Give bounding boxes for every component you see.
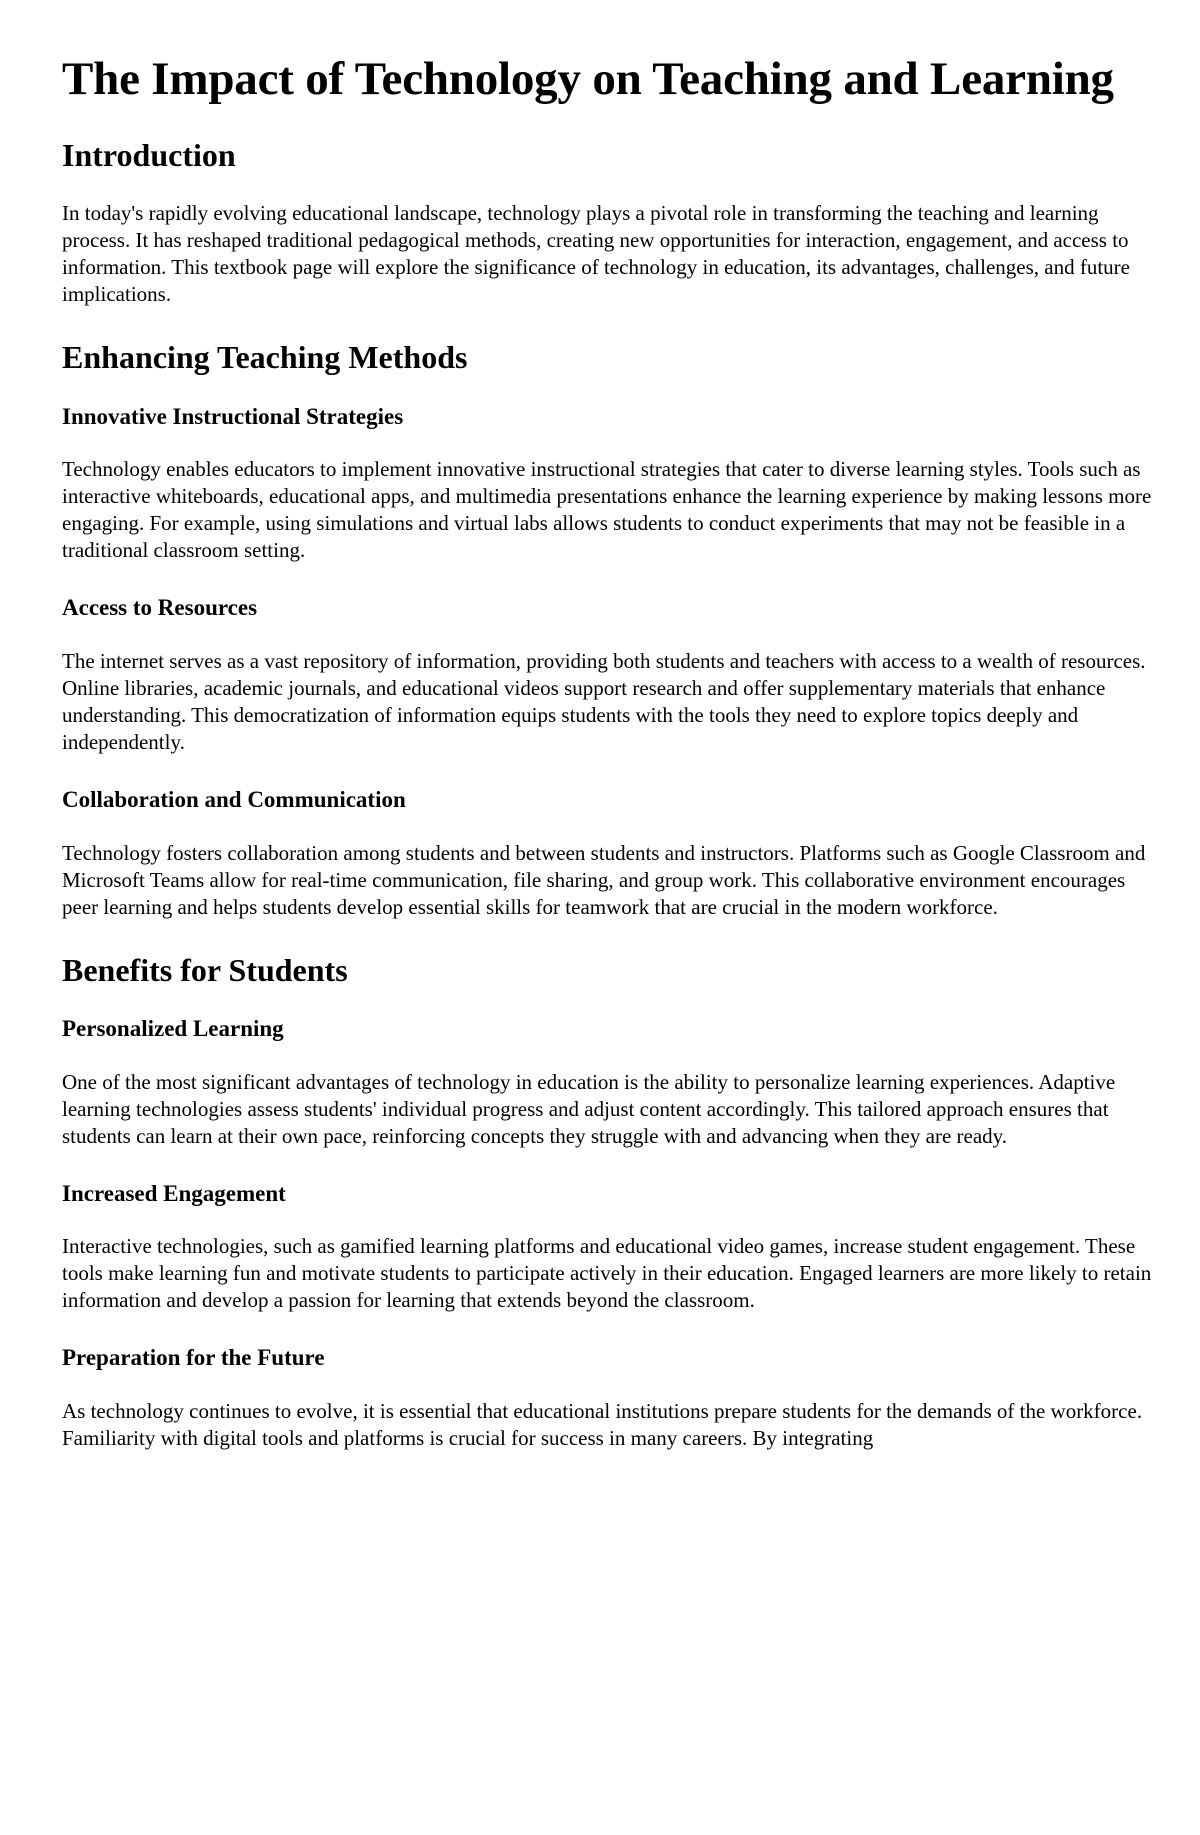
subsection-heading-collaboration: Collaboration and Communication bbox=[62, 787, 406, 813]
paragraph-innovative-strategies: Technology enables educators to implement innovative instructional strategies that cater to diverse learning styles. Tools such as interactive whiteboards, educational apps, and multimedia presentations enhance the learning experience by making lessons more engaging. For example, using simulations and virtual labs allows students to conduct experiments that may not be feasible in a traditional classroom setting. bbox=[62, 457, 1152, 563]
paragraph-increased-engagement: Interactive technologies, such as gamified learning platforms and educational video games, increase student engagement. These tools make learning fun and motivate students to participate actively in their education. Engaged learners are more likely to retain information and develop a passion for learning that extends beyond the classroom. bbox=[62, 1234, 1152, 1313]
section-introduction bbox=[62, 136, 1164, 308]
section-heading-benefits: Benefits for Students bbox=[62, 951, 348, 988]
section-benefits-for-students bbox=[62, 951, 1164, 1452]
subsection-heading-personalized-learning: Personalized Learning bbox=[62, 1016, 284, 1041]
paragraph-personalized-learning: One of the most significant advantages of technology in education is the ability to personalize learning experiences. Adaptive learning technologies assess students' individual progress and adjust content accordingly. This tailored approach ensures that students can learn at their own pace, reinforcing concepts they struggle with and advancing when they are ready. bbox=[62, 1069, 1116, 1148]
section-heading-enhancing: Enhancing Teaching Methods bbox=[62, 339, 468, 376]
paragraph-access-to-resources: The internet serves as a vast repository of information, providing both students and teachers with access to a wealth of resources. Online libraries, academic journals, and educational videos support research and offer supplementary materials that enhance understanding. This democratization of information equips students with the tools they need to explore topics deeply and independently. bbox=[62, 649, 1146, 755]
paragraph-collaboration: Technology fosters collaboration among students and between students and instructors. Platforms such as Google Classroom and Microsoft Teams allow for real-time communication, file sharing, and group work. This collaborative environment encourages peer learning and helps students develop essential skills for teamwork that are crucial in the modern workforce. bbox=[62, 840, 1146, 919]
paragraph-introduction: In today's rapidly evolving educational landscape, technology plays a pivotal role in transforming the teaching and learning process. It has reshaped traditional pedagogical methods, creating new opportunities for interaction, engagement, and access to information. This textbook page will explore the significance of technology in education, its advantages, challenges, and future implications. bbox=[62, 201, 1130, 307]
paragraph-preparation-future: As technology continues to evolve, it is essential that educational institutions prepare students for the demands of the workforce. Familiarity with digital tools and platforms is crucial for success in many careers. By integrating bbox=[62, 1398, 1143, 1450]
section-heading-introduction: Introduction bbox=[62, 137, 236, 174]
subsection-heading-innovative-strategies: Innovative Instructional Strategies bbox=[62, 403, 404, 429]
section-enhancing-teaching-methods bbox=[62, 338, 1164, 920]
subsection-heading-increased-engagement: Increased Engagement bbox=[62, 1180, 286, 1206]
subsection-heading-preparation-future: Preparation for the Future bbox=[62, 1345, 325, 1371]
subsection-heading-access-to-resources: Access to Resources bbox=[62, 595, 258, 621]
page-title: The Impact of Technology on Teaching and Learning bbox=[62, 53, 1114, 105]
